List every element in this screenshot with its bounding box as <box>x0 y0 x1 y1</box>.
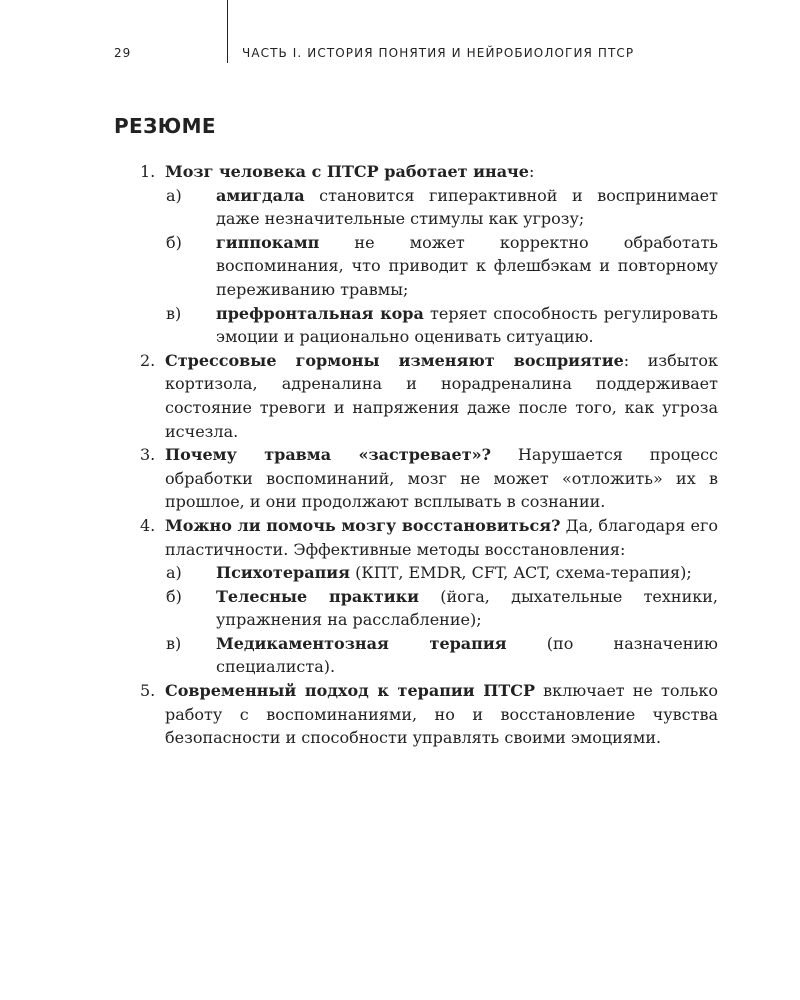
item-bold-text: Современный подход к терапии ПТСР <box>165 681 536 701</box>
sub-item-text: (КПТ, EMDR, CFT, ACT, схема-терапия); <box>349 563 692 583</box>
running-title: ЧАСТЬ I. ИСТОРИЯ ПОНЯТИЯ И НЕЙРОБИОЛОГИЯ ПТСР <box>242 46 635 60</box>
sub-item <box>165 632 718 679</box>
sub-item-bold-text: амигдала <box>216 185 305 205</box>
sub-item-text: не может корректно обработать воспоминания, что приводит к флешбэкам и повторному переживанию травмы; <box>216 232 718 299</box>
sub-item-text: становится гиперактивной и воспринимает даже незначительные стимулы как угрозу; <box>216 185 718 229</box>
list-item <box>114 160 718 349</box>
item-bold-text: Стрессовые гормоны изменяют восприятие <box>165 350 624 370</box>
item-bold-text: Почему травма «застревает»? <box>165 445 492 465</box>
sub-item-letter: б) <box>166 586 182 606</box>
sub-item <box>165 231 718 302</box>
item-text: Да, благодаря его пластичности. Эффективные методы восстановления: <box>165 515 718 559</box>
sub-item-text: (по назначению специалиста). <box>216 633 718 677</box>
page-number: 29 <box>114 46 132 60</box>
item-text: Нарушается процесс обработки воспоминаний, мозг не может «отложить» их в прошлое, и они продолжают всплывать в сознании. <box>165 445 718 512</box>
item-number: 2. <box>140 350 156 370</box>
sub-item-letter: б) <box>166 232 182 252</box>
list-item <box>114 349 718 443</box>
sub-item <box>165 302 718 349</box>
item-number: 4. <box>140 515 156 535</box>
sub-list <box>165 184 718 349</box>
sub-item-text: теряет способность регулировать эмоции и рационально оценивать ситуацию. <box>216 303 719 347</box>
sub-item-bold-text: Телесные практики <box>216 586 419 606</box>
sub-item-letter: а) <box>166 563 182 583</box>
sub-item-bold-text: Медикаментозная терапия <box>216 633 507 653</box>
sub-item-letter: а) <box>166 185 182 205</box>
item-number: 1. <box>140 162 156 181</box>
header-divider <box>227 0 228 63</box>
item-text: : избыток кортизола, адреналина и норадреналина поддерживает состояние тревоги и напряжения даже после того, как угроза исчезла. <box>165 350 718 441</box>
sub-item-letter: в) <box>166 303 182 323</box>
item-bold-text: Можно ли помочь мозгу восстановиться? <box>165 515 561 535</box>
item-number: 5. <box>140 681 156 701</box>
list-item <box>114 679 718 750</box>
summary-list <box>114 160 718 750</box>
sub-item-bold-text: гиппокамп <box>216 232 320 252</box>
sub-list <box>165 561 718 679</box>
item-number: 3. <box>140 445 156 465</box>
list-item <box>114 443 718 514</box>
item-text: включает не только работу с воспоминаниями, но и восстановление чувства безопасности и способности управлять своими эмоциями. <box>165 681 718 748</box>
sub-item <box>165 585 718 632</box>
sub-item-letter: в) <box>166 633 182 653</box>
list-item <box>114 514 718 679</box>
sub-item <box>165 561 718 585</box>
item-bold-text: Мозг человека с ПТСР работает иначе <box>165 162 529 181</box>
sub-item-text: (йога, дыхательные техники, упражнения на расслабление); <box>216 586 718 630</box>
section-title: РЕЗЮМЕ <box>114 114 216 138</box>
sub-item-bold-text: префронтальная кора <box>216 303 424 323</box>
sub-item <box>165 184 718 231</box>
sub-item-bold-text: Психотерапия <box>216 563 350 583</box>
item-text: : <box>528 162 535 181</box>
